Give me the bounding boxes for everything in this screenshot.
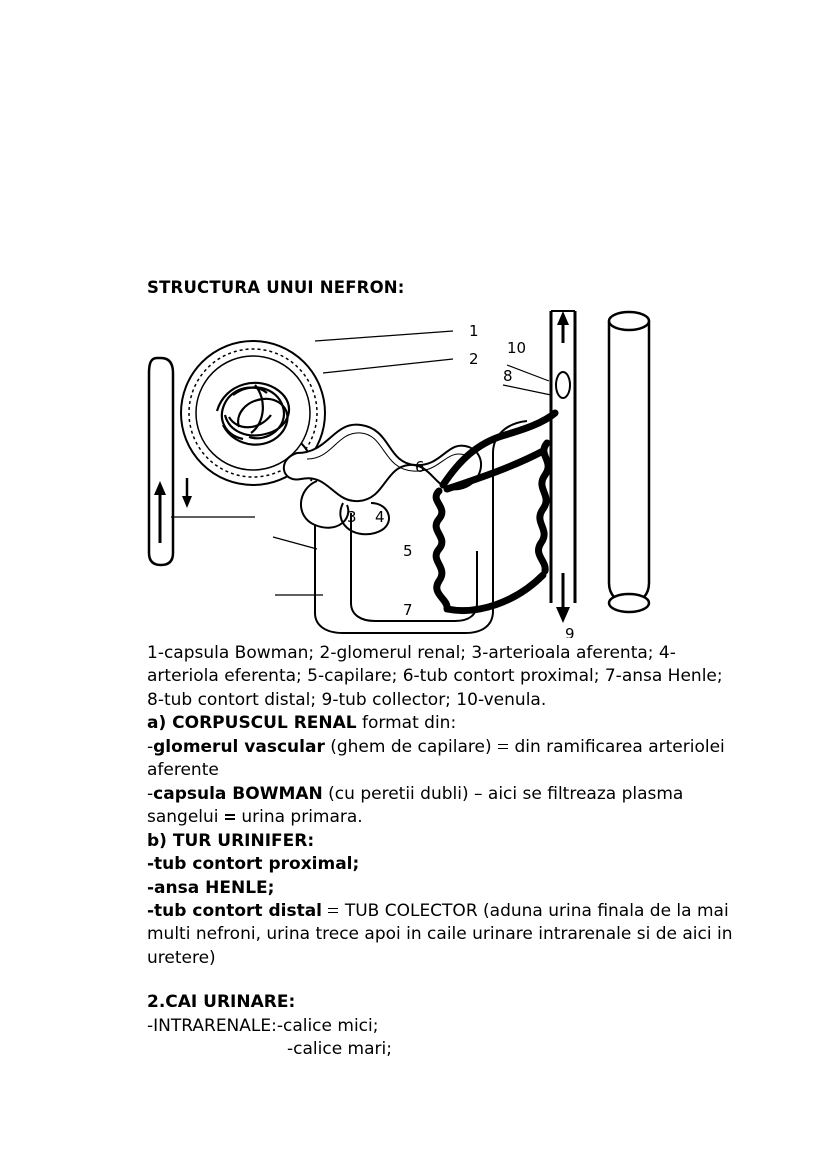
- corpuscul-renal-label: a) CORPUSCUL RENAL: [147, 713, 357, 734]
- figure-label-10: 10: [507, 339, 527, 357]
- glomerul-vascular-rest: din ramificarea arteriolei aferente: [147, 736, 725, 781]
- equals-sign-icon: [327, 905, 339, 916]
- equals-sign-icon: [224, 811, 236, 822]
- equals-sign-icon: [497, 741, 509, 752]
- cai-urinare-heading: [147, 991, 737, 1014]
- tub-contort-proximal-label: -tub contort proximal;: [147, 854, 360, 875]
- glomerul-vascular-mid: (ghem de capilare): [324, 736, 498, 757]
- cai-urinare-line-2-text: -calice mari;: [287, 1039, 392, 1060]
- document-content: [147, 278, 737, 1062]
- figure-label-1: 1: [469, 322, 479, 340]
- capsula-bowman-line: [147, 783, 737, 830]
- cai-urinare-line-1: -INTRARENALE:-calice mici;: [147, 1015, 379, 1036]
- capsula-bowman-prefix: -: [147, 783, 154, 804]
- figure-label-2: 2: [469, 350, 479, 368]
- nephron-structure-diagram: [147, 303, 672, 638]
- figure-label-4: 4: [375, 508, 385, 526]
- tur-urinifer-heading: [147, 830, 737, 853]
- paragraph-spacer: [147, 970, 737, 991]
- figure-label-8: 8: [503, 367, 513, 385]
- glomerul-vascular-label: glomerul vascular: [153, 736, 325, 757]
- nephron-diagram-svg: [147, 303, 672, 638]
- figure-label-3: 3: [347, 508, 357, 526]
- ansa-henle-label: -ansa HENLE;: [147, 877, 275, 898]
- tub-contort-distal-rest: TUB COLECTOR (aduna urina finala de la mai multi nefroni, urina trece apoi in caile urinare intrarenale si de aici in uretere): [147, 900, 733, 968]
- capsula-bowman-mid: (cu peretii dubli) – aici se filtreaza plasma sangelui: [147, 783, 684, 828]
- corpuscul-renal-rest: format din:: [356, 713, 457, 734]
- capsula-bowman-label: capsula BOWMAN: [153, 783, 323, 804]
- tub-contort-distal-line: [147, 900, 737, 970]
- tur-urinifer-label: b) TUR URINIFER:: [147, 830, 315, 851]
- figure-label-7: 7: [403, 601, 413, 619]
- figure-label-5: 5: [403, 542, 413, 560]
- tub-contort-distal-label: -tub contort distal: [147, 900, 323, 921]
- page-title: STRUCTURA UNUI NEFRON:: [147, 278, 405, 297]
- ansa-henle-line: [147, 877, 737, 900]
- figure-label-9: 9: [565, 625, 575, 638]
- figure-label-6: 6: [415, 458, 425, 476]
- corpuscul-renal-heading: [147, 712, 737, 735]
- glomerul-vascular-line: [147, 736, 737, 783]
- tub-contort-proximal-line: [147, 853, 737, 876]
- capsula-bowman-rest: urina primara.: [235, 807, 363, 828]
- glomerul-vascular-prefix: -: [147, 736, 154, 757]
- cai-urinare-line-2: [147, 1038, 737, 1061]
- figure-caption: 1-capsula Bowman; 2-glomerul renal; 3-arterioala aferenta; 4-arteriola eferenta; 5-capilare; 6-tub contort proximal; 7-ansa Henle; 8-tub contort distal; 9-tub collector; 10-venula.: [147, 643, 723, 710]
- cai-urinare-label: 2.CAI URINARE:: [147, 992, 296, 1013]
